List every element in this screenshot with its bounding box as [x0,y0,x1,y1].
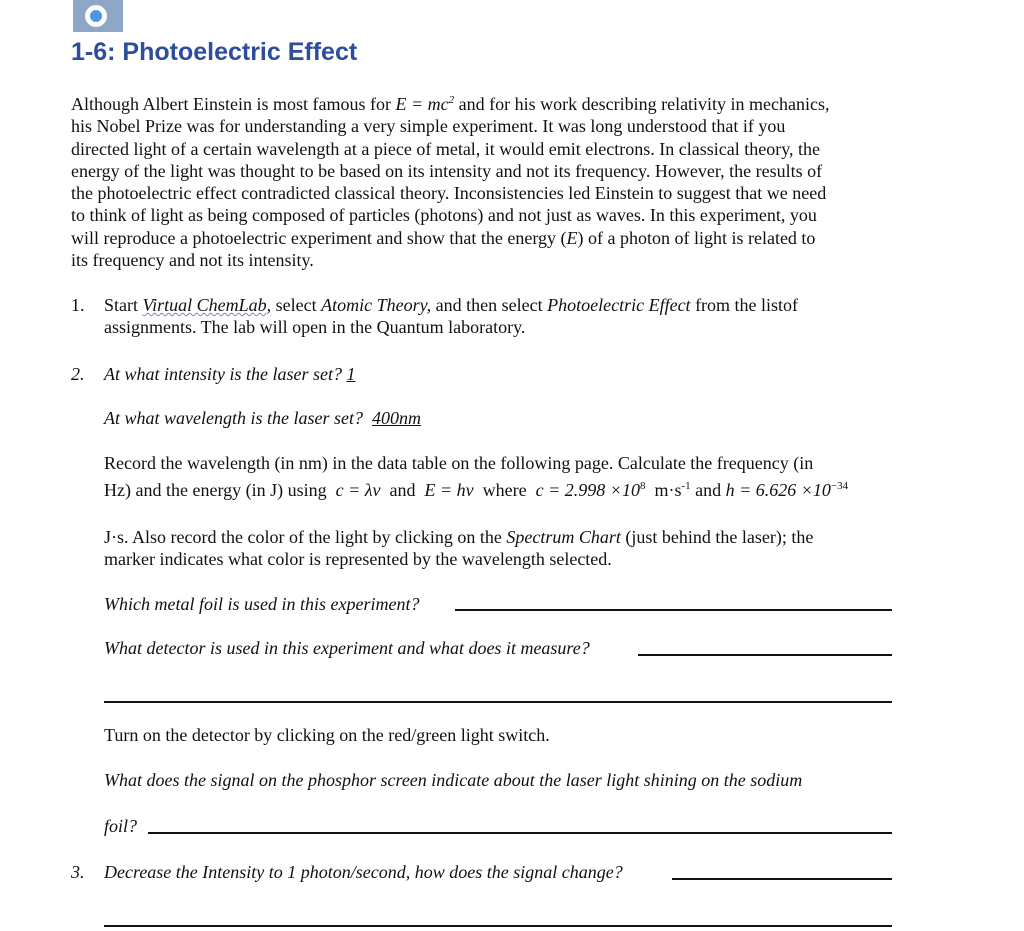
detector-answer-line-2[interactable] [104,701,892,703]
step-1-line-2: assignments. The lab will open in the Quantum laboratory. [104,317,526,337]
intro-line-4: energy of the light was thought to be based on its intensity and not its frequency. However, the results of [71,160,823,181]
signal-question-line-1: What does the signal on the phosphor screen indicate about the laser light shining on the sodium [104,770,803,790]
intro-line-6: to think of light as being composed of particles (photons) and not just as waves. In this experiment, you [71,205,817,226]
record-line-2: Hz) and the energy (in J) using c = λν and E = hν where $c = 2.998 \times 10^8$ $m\cdot s^{-1}$ and $h = 6.626 \times 10^{-34}$ [104,480,849,500]
metal-foil-question: Which metal foil is used in this experiment? [104,594,420,614]
detector-question: What detector is used in this experiment and what does it measure? [104,638,590,658]
turn-on-instruction: Turn on the detector by clicking on the red/green light switch. [104,725,550,745]
intro-line-1: Although Albert Einstein is most famous for $E = mc^2$ and for his work describing relativity in mechanics, [71,94,830,114]
planck-constant-value: $h = 6.626 \times 10^{-34}$ [725,480,849,500]
step-1-line-1: Start Virtual ChemLab, select Atomic Theory, and then select Photoelectric Effect from the listof [104,295,799,315]
intro-paragraph [71,93,830,271]
intensity-question: At what intensity is the laser set? 1 [104,363,364,385]
metal-foil-answer-line[interactable] [455,609,892,611]
intro-line-5: the photoelectric effect contradicted classical theory. Inconsistencies led Einstein to suggest that we need [71,183,827,204]
logo-dot-icon [90,10,102,22]
intensity-change-answer-line-2[interactable] [104,925,892,927]
record-line-1: Record the wavelength (in nm) in the data table on the following page. Calculate the frequency (in [104,453,814,473]
intro-line-8: its frequency and not its intensity. [71,250,314,271]
intro-line-2: his Nobel Prize was for understanding a very simple experiment. It was long understood that if you [71,116,786,137]
wavelength-answer[interactable]: 400nm [371,408,421,428]
detector-answer-line[interactable] [638,654,892,656]
logo-ring-icon [85,5,107,27]
logo [73,0,123,32]
equation-e-h-nu: E = hν [424,480,474,500]
signal-question-line-2: foil? [104,816,138,836]
js-line-2: marker indicates what color is represented by the wavelength selected. [104,549,612,569]
intro-line-7: will reproduce a photoelectric experiment and show that the energy (E) of a photon of light is related to [71,227,816,248]
signal-answer-line[interactable] [148,832,892,834]
wavelength-question: At what wavelength is the laser set? 400nm [104,408,421,428]
step-2-number: 2. [71,364,85,384]
equation-c-lambda-nu: c = λν [335,480,381,500]
step-1-number: 1. [71,295,85,315]
step-3-number: 3. [71,862,85,882]
page-title: 1-6: Photoelectric Effect [71,38,358,66]
intensity-change-answer-line[interactable] [672,878,892,880]
einstein-equation: $E = mc^2$ [395,94,455,114]
intensity-change-question: Decrease the Intensity to 1 photon/second, how does the signal change? [104,862,623,882]
intro-line-3: directed light of a certain wavelength at a piece of metal, it would emit electrons. In classical theory, the [71,138,821,159]
speed-of-light-value: $c = 2.998 \times 10^8$ $m\cdot s^{-1}$ [535,480,691,500]
js-line-1: J·s. Also record the color of the light by clicking on the Spectrum Chart (just behind the laser); the [104,527,814,547]
intensity-answer[interactable]: 1 [346,364,356,384]
